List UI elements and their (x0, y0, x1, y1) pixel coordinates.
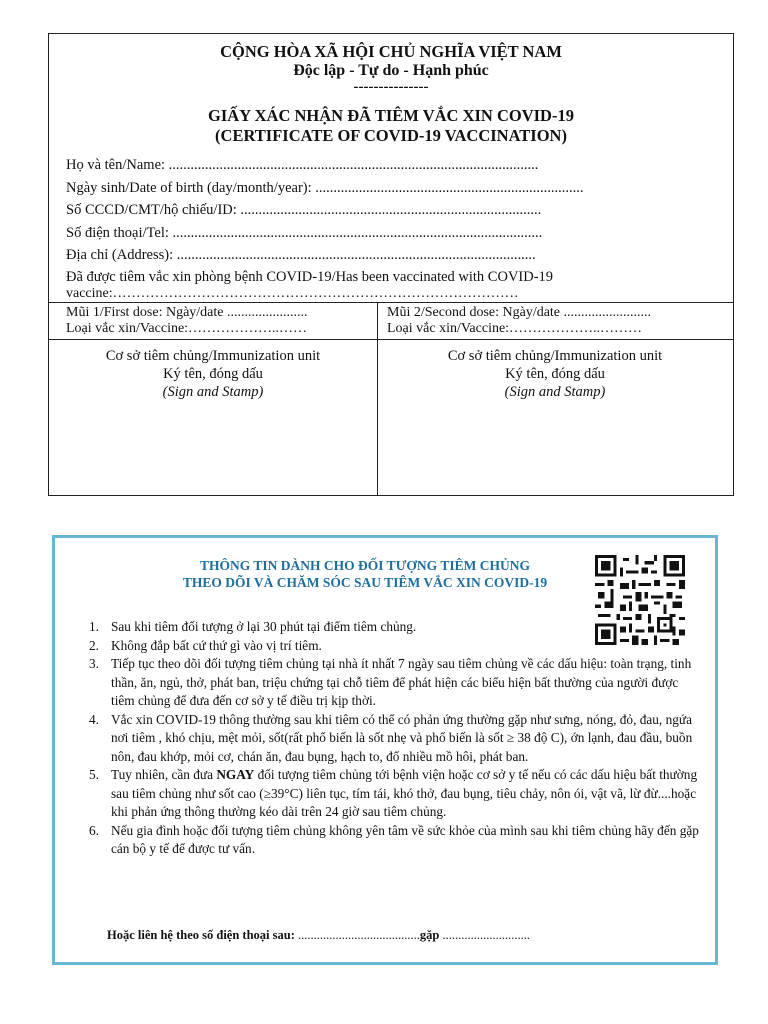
post-vaccination-info-panel (52, 535, 718, 965)
meet-label: gặp (419, 928, 440, 942)
unit-label: Cơ sở tiêm chủng/Immunization unit (105, 348, 321, 364)
doses-row (49, 302, 733, 340)
info-title-line2: THEO DÕI VÀ CHĂM SÓC SAU TIÊM VẮC XIN COVID-19 (182, 575, 548, 590)
tel-field[interactable]: Số điện thoại/Tel: ...................................................................................................... (66, 224, 543, 241)
list-item: 5. Tuy nhiên, cần đưa NGAY đối tượng tiêm chủng tới bệnh viện hoặc cơ sở y tế nếu có các dấu hiệu bất thường sau tiêm chủng như sốt cao (≥39°C) liên tục, tím tái, khó thở, đau bụng, tiêu chảy, nôn ói, vật vã, lừ đừ....hoặc khi phản ứng thông thường kéo dài trên 24 giờ sau tiêm chủng. (89, 767, 698, 819)
first-dose-date[interactable]: Mũi 1/First dose: Ngày/date ....................... (66, 305, 308, 320)
first-dose-vaccine[interactable]: Loại vắc xin/Vaccine:………………..…… (66, 321, 308, 336)
address-field[interactable]: Địa chỉ (Address): ................................................................................................... (66, 247, 536, 263)
list-item: 2. Không đắp bất cứ thứ gì vào vị trí tiêm. (89, 637, 322, 653)
sign-label: Ký tên, đóng dấu (505, 366, 605, 382)
sign-stamp-label: (Sign and Stamp) (162, 384, 264, 400)
second-dose-vaccine[interactable]: Loại vắc xin/Vaccine:………………..……… (387, 321, 643, 336)
immunization-unit-right (378, 347, 732, 401)
immunization-unit-left (49, 347, 377, 401)
name-field[interactable]: Họ và tên/Name: ...................................................................................................... (66, 157, 539, 173)
second-dose-cell (387, 305, 651, 337)
list-item: 6. Nếu gia đình hoặc đối tượng tiêm chủng không yên tâm về sức khỏe của mình sau khi tiêm chủng hãy đến gặp cán bộ y tế để được tư vấn. (89, 822, 699, 856)
vaccine-field[interactable]: vaccine:…………………………………………………………………………… (66, 286, 519, 301)
certificate-title-en: (CERTIFICATE OF COVID-19 VACCINATION) (215, 126, 567, 145)
unit-label: Cơ sở tiêm chủng/Immunization unit (447, 348, 663, 364)
id-field[interactable]: Số CCCD/CMT/hộ chiếu/ID: ................................................................................... (66, 202, 542, 218)
vaccination-certificate (48, 33, 734, 496)
header-separator: --------------- (353, 79, 429, 95)
sign-stamp-label: (Sign and Stamp) (504, 384, 606, 400)
personal-info-fields (66, 154, 716, 301)
list-item: 3. Tiếp tục theo dõi đối tượng tiêm chủng tại nhà ít nhất 7 ngày sau tiêm chủng về các dấu hiệu: toàn trạng, tinh thần, ăn, ngủ, thở, phát ban, triệu chứng tại chỗ tiêm để phát hiện các biểu hiện bất thường của người được tiêm chủng để đưa đến cơ sở y tế điều trị kịp thời. (89, 656, 692, 708)
contact-label: Hoặc liên hệ theo số điện thoại sau: (107, 928, 295, 942)
list-item: 4. Vắc xin COVID-19 thông thường sau khi tiêm có thể có phản ứng thường gặp như sưng, nóng, đỏ, đau, ngứa nơi tiêm , khó chịu, mệt mỏi, sốt(rất phổ biến là sốt nhẹ và phổ biến là sốt ≥ 38 độ C), ớn lạnh, đau đầu, buồn nôn, đau khớp, mỏi cơ, chán ăn, đau bụng, hạch to, đổ nhiều mồ hôi, phát ban. (89, 711, 693, 764)
contact-person-field[interactable]: ............................ (439, 928, 530, 942)
list-item: 1. Sau khi tiêm đối tượng ở lại 30 phút tại điểm tiêm chủng. (89, 619, 417, 634)
info-title-line1: THÔNG TIN DÀNH CHO ĐỐI TƯỢNG TIÊM CHỦNG (200, 558, 530, 573)
contact-line (107, 928, 530, 943)
certificate-title-vi: GIẤY XÁC NHẬN ĐÃ TIÊM VẮC XIN COVID-19 (208, 106, 574, 125)
dob-field[interactable]: Ngày sinh/Date of birth (day/month/year): .......................................................................... (66, 179, 584, 196)
vaccinated-statement: Đã được tiêm vắc xin phòng bệnh COVID-19/Has been vaccinated with COVID-19 (66, 268, 554, 285)
phone-field[interactable]: ....................................... (294, 928, 420, 942)
first-dose-cell (66, 305, 308, 337)
republic-heading: CỘNG HÒA XÃ HỘI CHỦ NGHĨA VIỆT NAM (220, 42, 562, 61)
national-motto: Độc lập - Tự do - Hạnh phúc (293, 62, 489, 79)
instructions-list (83, 618, 703, 859)
second-dose-date[interactable]: Mũi 2/Second dose: Ngày/date ......................... (387, 305, 652, 320)
sign-label: Ký tên, đóng dấu (163, 366, 263, 382)
